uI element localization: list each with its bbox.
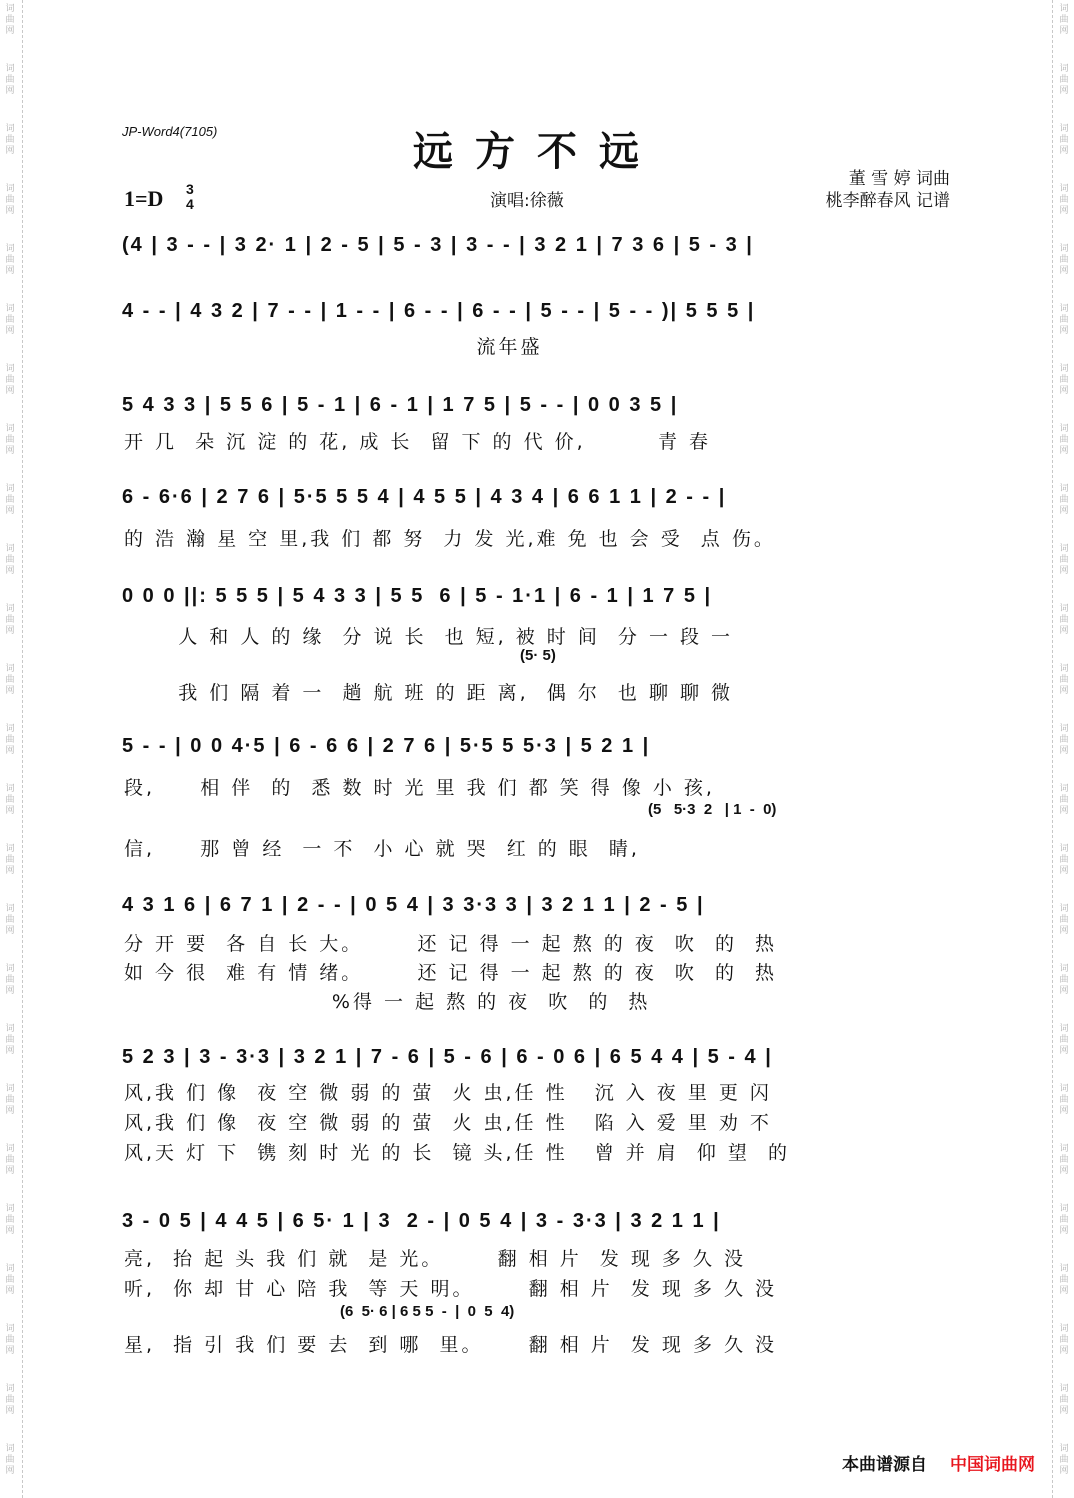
notation-row-4: 6 - 6·6 | 2 7 6 | 5·5 5 5 4 | 4 5 5 | 4 3 4 | 6 6 1 1 | 2 - - | — [122, 486, 727, 508]
lyric-row-7-line-3: %得 一 起 熬 的 夜 吹 的 热 — [124, 991, 651, 1013]
watermark-glyph: 曲 — [1059, 435, 1069, 445]
song-title: 远方不远 — [413, 128, 661, 175]
lyric-row-7-line-2: 如 今 很 难 有 情 绪。 还 记 得 一 起 熬 的 夜 吹 的 热 — [124, 962, 778, 984]
watermark-glyph: 曲 — [5, 135, 15, 145]
watermark-glyph: 词 — [5, 604, 15, 614]
watermark-glyph: 词 — [5, 724, 15, 734]
watermark-glyph: 词 — [1059, 664, 1069, 674]
key-signature: 1=D — [124, 186, 164, 211]
watermark-glyph: 网 — [5, 986, 15, 996]
watermark-glyph: 曲 — [1059, 555, 1069, 565]
watermark-glyph: 词 — [1059, 244, 1069, 254]
time-signature-bottom: 4 — [186, 196, 194, 212]
watermark-glyph: 网 — [5, 626, 15, 636]
watermark-glyph: 曲 — [1059, 795, 1069, 805]
watermark-glyph: 网 — [1059, 1406, 1069, 1416]
lyric-row-4-line-1: 的 浩 瀚 星 空 里,我 们 都 努 力 发 光,难 免 也 会 受 点 伤。 — [124, 528, 776, 550]
watermark-glyph: 词 — [1059, 484, 1069, 494]
lyric-row-8-line-3: 风,天 灯 下 镌 刻 时 光 的 长 镜 头,任 性 曾 并 肩 仰 望 的 — [124, 1142, 790, 1164]
transcriber-credit: 桃李醉春风 记谱 — [825, 191, 950, 211]
watermark-glyph: 网 — [1059, 1046, 1069, 1056]
watermark-glyph: 词 — [1059, 844, 1069, 854]
watermark-glyph: 曲 — [5, 255, 15, 265]
watermark-glyph: 网 — [1059, 86, 1069, 96]
software-code: JP-Word4(7105) — [122, 124, 218, 139]
watermark-glyph: 网 — [1059, 1466, 1069, 1476]
watermark-glyph: 曲 — [1059, 15, 1069, 25]
watermark-glyph: 词 — [5, 1444, 15, 1454]
notation-row-3: 5 4 3 3 | 5 5 6 | 5 - 1 | 6 - 1 | 1 7 5 | 5 - - | 0 0 3 5 | — [122, 394, 679, 416]
watermark-glyph: 词 — [5, 904, 15, 914]
watermark-glyph: 曲 — [5, 375, 15, 385]
watermark-glyph: 网 — [1059, 746, 1069, 756]
watermark-glyph: 网 — [5, 746, 15, 756]
watermark-glyph: 词 — [5, 424, 15, 434]
watermark-glyph: 网 — [1059, 446, 1069, 456]
notation-row-5: 0 0 0 ||: 5 5 5 | 5 4 3 3 | 5 5 6 | 5 - 1·1 | 6 - 1 | 1 7 5 | — [122, 585, 713, 607]
watermark-glyph: 词 — [1059, 904, 1069, 914]
watermark-glyph: 词 — [1059, 424, 1069, 434]
watermark-glyph: 词 — [5, 1384, 15, 1394]
watermark-glyph: 曲 — [1059, 735, 1069, 745]
watermark-glyph: 网 — [1059, 146, 1069, 156]
watermark-glyph: 网 — [5, 1406, 15, 1416]
lyric-row-7-line-1: 分 开 要 各 自 长 大。 还 记 得 一 起 熬 的 夜 吹 的 热 — [124, 933, 778, 955]
watermark-glyph: 词 — [5, 664, 15, 674]
watermark-glyph: 词 — [1059, 604, 1069, 614]
left-margin-guide — [22, 0, 23, 1498]
watermark-glyph: 网 — [5, 206, 15, 216]
watermark-glyph: 词 — [1059, 1204, 1069, 1214]
watermark-glyph: 词 — [5, 1204, 15, 1214]
watermark-glyph: 曲 — [5, 1275, 15, 1285]
watermark-glyph: 网 — [1059, 986, 1069, 996]
watermark-glyph: 网 — [1059, 1286, 1069, 1296]
watermark-glyph: 网 — [1059, 386, 1069, 396]
lyric-row-5-line-2: 我 们 隔 着 一 趟 航 班 的 距 离, 偶 尔 也 聊 聊 微 — [124, 682, 734, 704]
watermark-glyph: 曲 — [1059, 1155, 1069, 1165]
watermark-glyph: 曲 — [1059, 915, 1069, 925]
alternate-notes-row-6: (5 5·3 2 | 1 - 0) — [648, 801, 777, 818]
watermark-glyph: 曲 — [1059, 1395, 1069, 1405]
watermark-glyph: 词 — [1059, 4, 1069, 14]
watermark-glyph: 网 — [5, 1346, 15, 1356]
composer-credit: 董 雪 婷 词曲 — [848, 169, 950, 189]
watermark-glyph: 网 — [1059, 206, 1069, 216]
watermark-glyph: 曲 — [1059, 375, 1069, 385]
watermark-glyph: 词 — [5, 244, 15, 254]
watermark-glyph: 网 — [5, 86, 15, 96]
watermark-glyph: 曲 — [1059, 1035, 1069, 1045]
watermark-glyph: 曲 — [1059, 615, 1069, 625]
watermark-glyph: 网 — [5, 926, 15, 936]
watermark-glyph: 网 — [5, 266, 15, 276]
watermark-glyph: 词 — [5, 844, 15, 854]
lyric-row-6-line-1: 段, 相 伴 的 悉 数 时 光 里 我 们 都 笑 得 像 小 孩, — [124, 777, 715, 799]
watermark-glyph: 曲 — [5, 1035, 15, 1045]
notation-row-9: 3 - 0 5 | 4 4 5 | 6 5· 1 | 3 2 - | 0 5 4 | 3 - 3·3 | 3 2 1 1 | — [122, 1210, 721, 1232]
watermark-glyph: 词 — [1059, 1444, 1069, 1454]
watermark-glyph: 词 — [5, 964, 15, 974]
watermark-glyph: 词 — [1059, 364, 1069, 374]
watermark-glyph: 网 — [1059, 926, 1069, 936]
singer: 演唱:徐薇 — [490, 191, 564, 211]
watermark-glyph: 词 — [1059, 1384, 1069, 1394]
lyric-row-8-line-2: 风,我 们 像 夜 空 微 弱 的 萤 火 虫,任 性 陷 入 爱 里 劝 不 — [124, 1112, 772, 1134]
watermark-glyph: 曲 — [1059, 75, 1069, 85]
watermark-glyph: 词 — [5, 544, 15, 554]
watermark-glyph: 词 — [5, 1264, 15, 1274]
watermark-glyph: 词 — [1059, 1144, 1069, 1154]
watermark-glyph: 词 — [1059, 64, 1069, 74]
watermark-glyph: 网 — [5, 1166, 15, 1176]
watermark-glyph: 词 — [5, 484, 15, 494]
source-site-link[interactable]: 中国词曲网 — [950, 1455, 1035, 1475]
watermark-glyph: 网 — [5, 326, 15, 336]
watermark-glyph: 网 — [1059, 686, 1069, 696]
watermark-glyph: 曲 — [1059, 675, 1069, 685]
watermark-glyph: 网 — [1059, 1226, 1069, 1236]
watermark-glyph: 网 — [5, 1226, 15, 1236]
watermark-glyph: 网 — [5, 26, 15, 36]
watermark-glyph: 词 — [5, 1144, 15, 1154]
lyric-row-9-line-3: 星, 指 引 我 们 要 去 到 哪 里。 翻 相 片 发 现 多 久 没 — [124, 1334, 778, 1356]
watermark-glyph: 曲 — [1059, 1275, 1069, 1285]
watermark-glyph: 词 — [5, 4, 15, 14]
watermark-glyph: 曲 — [5, 1095, 15, 1105]
watermark-glyph: 曲 — [5, 975, 15, 985]
watermark-glyph: 网 — [1059, 566, 1069, 576]
watermark-glyph: 曲 — [1059, 255, 1069, 265]
watermark-glyph: 网 — [1059, 266, 1069, 276]
watermark-glyph: 网 — [1059, 1106, 1069, 1116]
watermark-glyph: 曲 — [5, 615, 15, 625]
watermark-glyph: 网 — [1059, 26, 1069, 36]
lyric-row-5-line-1: 人 和 人 的 缘 分 说 长 也 短, 被 时 间 分 一 段 一 — [124, 626, 734, 648]
watermark-glyph: 曲 — [5, 435, 15, 445]
watermark-glyph: 词 — [5, 184, 15, 194]
watermark-glyph: 网 — [5, 686, 15, 696]
watermark-glyph: 词 — [5, 304, 15, 314]
watermark-glyph: 曲 — [1059, 1215, 1069, 1225]
lyric-row-9-line-1: 亮, 抬 起 头 我 们 就 是 光。 翻 相 片 发 现 多 久 没 — [124, 1248, 746, 1270]
watermark-glyph: 网 — [5, 566, 15, 576]
lyric-row-9-line-2: 听, 你 却 甘 心 陪 我 等 天 明。 翻 相 片 发 现 多 久 没 — [124, 1278, 778, 1300]
watermark-glyph: 网 — [1059, 806, 1069, 816]
time-signature — [186, 182, 194, 212]
watermark-glyph: 词 — [5, 364, 15, 374]
watermark-glyph: 曲 — [5, 555, 15, 565]
watermark-glyph: 曲 — [5, 315, 15, 325]
watermark-glyph: 曲 — [5, 1395, 15, 1405]
watermark-glyph: 曲 — [1059, 1455, 1069, 1465]
watermark-glyph: 曲 — [1059, 495, 1069, 505]
watermark-glyph: 网 — [5, 146, 15, 156]
notation-row-2: 4 - - | 4 3 2 | 7 - - | 1 - - | 6 - - | 6 - - | 5 - - | 5 - - )| 5 5 5 | — [122, 300, 756, 322]
watermark-glyph: 词 — [5, 1084, 15, 1094]
watermark-glyph: 词 — [5, 1324, 15, 1334]
watermark-glyph: 曲 — [5, 75, 15, 85]
watermark-glyph: 曲 — [5, 1215, 15, 1225]
watermark-glyph: 词 — [1059, 1084, 1069, 1094]
watermark-glyph: 网 — [5, 386, 15, 396]
alternate-notes-row-9: (6 5· 6 | 6 5 5 - | 0 5 4) — [340, 1303, 515, 1320]
watermark-glyph: 曲 — [5, 735, 15, 745]
watermark-glyph: 曲 — [1059, 975, 1069, 985]
watermark-glyph: 曲 — [1059, 135, 1069, 145]
lyric-row-6-line-2: 信, 那 曾 经 一 不 小 心 就 哭 红 的 眼 睛, — [124, 838, 640, 860]
watermark-glyph: 词 — [1059, 124, 1069, 134]
watermark-glyph: 词 — [5, 784, 15, 794]
watermark-glyph: 曲 — [5, 1155, 15, 1165]
watermark-glyph: 词 — [1059, 1324, 1069, 1334]
watermark-glyph: 曲 — [1059, 315, 1069, 325]
watermark-glyph: 网 — [1059, 326, 1069, 336]
watermark-glyph: 曲 — [1059, 195, 1069, 205]
watermark-glyph: 词 — [1059, 1264, 1069, 1274]
watermark-glyph: 词 — [1059, 964, 1069, 974]
watermark-glyph: 曲 — [5, 915, 15, 925]
lyric-row-2-line-1: 流年盛 — [124, 336, 543, 358]
watermark-glyph: 网 — [5, 1286, 15, 1296]
watermark-glyph: 网 — [5, 866, 15, 876]
watermark-glyph: 网 — [1059, 866, 1069, 876]
watermark-glyph: 词 — [1059, 544, 1069, 554]
watermark-glyph: 词 — [1059, 304, 1069, 314]
lyric-row-8-line-1: 风,我 们 像 夜 空 微 弱 的 萤 火 虫,任 性 沉 入 夜 里 更 闪 — [124, 1082, 772, 1104]
watermark-glyph: 词 — [5, 64, 15, 74]
watermark-glyph: 网 — [1059, 1346, 1069, 1356]
notation-row-7: 4 3 1 6 | 6 7 1 | 2 - - | 0 5 4 | 3 3·3 3 | 3 2 1 1 | 2 - 5 | — [122, 894, 705, 916]
watermark-glyph: 网 — [5, 446, 15, 456]
watermark-glyph: 词 — [1059, 724, 1069, 734]
notation-row-1: (4 | 3 - - | 3 2· 1 | 2 - 5 | 5 - 3 | 3 - - | 3 2 1 | 7 3 6 | 5 - 3 | — [122, 234, 754, 256]
watermark-glyph: 网 — [1059, 1166, 1069, 1176]
watermark-glyph: 曲 — [5, 195, 15, 205]
watermark-glyph: 词 — [5, 1024, 15, 1034]
watermark-glyph: 网 — [5, 1106, 15, 1116]
lyric-row-3-line-1: 开 几 朵 沉 淀 的 花, 成 长 留 下 的 代 价, 青 春 — [124, 431, 712, 453]
watermark-glyph: 词 — [1059, 784, 1069, 794]
watermark-glyph: 曲 — [5, 1455, 15, 1465]
watermark-glyph: 词 — [1059, 1024, 1069, 1034]
watermark-glyph: 网 — [5, 506, 15, 516]
watermark-glyph: 曲 — [1059, 1095, 1069, 1105]
watermark-glyph: 网 — [1059, 626, 1069, 636]
watermark-glyph: 曲 — [5, 1335, 15, 1345]
notation-row-6: 5 - - | 0 0 4·5 | 6 - 6 6 | 2 7 6 | 5·5 5 5·3 | 5 2 1 | — [122, 735, 651, 757]
watermark-glyph: 网 — [5, 806, 15, 816]
watermark-glyph: 曲 — [5, 795, 15, 805]
watermark-glyph: 曲 — [1059, 855, 1069, 865]
watermark-glyph: 曲 — [1059, 1335, 1069, 1345]
source-label: 本曲谱源自 — [842, 1455, 927, 1475]
watermark-glyph: 网 — [1059, 506, 1069, 516]
watermark-glyph: 曲 — [5, 15, 15, 25]
watermark-glyph: 曲 — [5, 855, 15, 865]
time-signature-top: 3 — [186, 181, 194, 197]
watermark-glyph: 词 — [5, 124, 15, 134]
watermark-glyph: 曲 — [5, 495, 15, 505]
watermark-glyph: 网 — [5, 1466, 15, 1476]
alternate-notes-row-5: (5· 5) — [520, 647, 556, 664]
watermark-glyph: 词 — [1059, 184, 1069, 194]
notation-row-8: 5 2 3 | 3 - 3·3 | 3 2 1 | 7 - 6 | 5 - 6 | 6 - 0 6 | 6 5 4 4 | 5 - 4 | — [122, 1046, 773, 1068]
watermark-glyph: 网 — [5, 1046, 15, 1056]
watermark-glyph: 曲 — [5, 675, 15, 685]
